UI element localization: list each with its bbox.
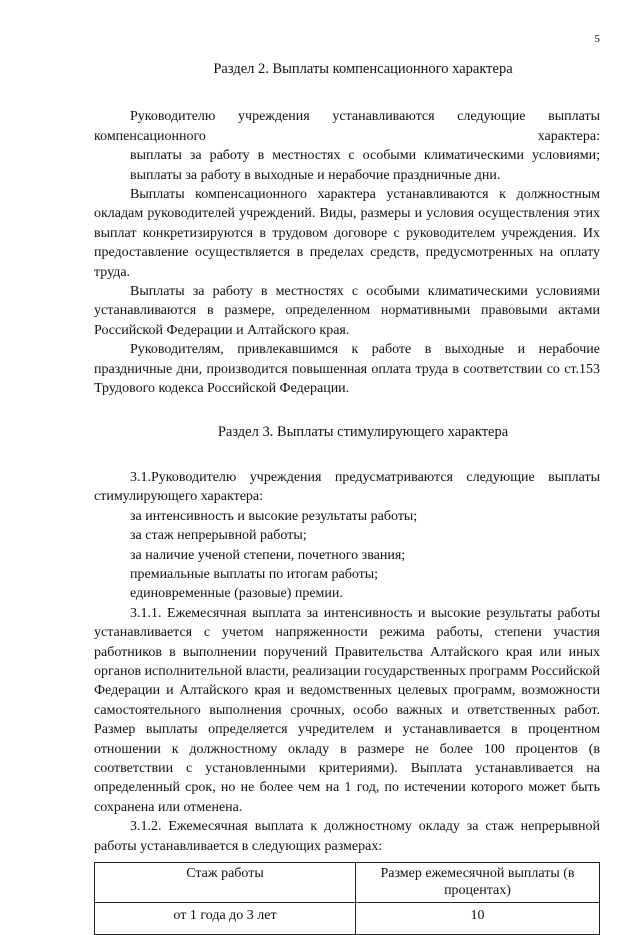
section-2-title: Раздел 2. Выплаты компенсационного характера (213, 61, 513, 77)
section-3-1-1-paragraph: 3.1.1. Ежемесячная выплата за интенсивность и высокие результаты работы устанавливается с учетом напряженности режима работы, степени участия работников в выполнении поручений Правительства Алтайского края или иных органов исполнительной власти, реализации государственных программ Российской Федерации и Алтайского края и ведомственных целевых программ, возможности самостоятельного выполнения срочных, особо важных и ответственных работ. Размер выплаты определяется учредителем и устанавливается в процентном отношении к должностному окладу в размере не более 100 процентов (в соответствии с установленными критериями). Выплата устанавливается на определенный срок, но не более чем на 1 год, по истечении которого может быть сохранена или отменена. (94, 605, 600, 815)
table-cell-payment: 10 (356, 903, 600, 935)
section-2-intro: Руководителю учреждения устанавливаются следующие выплаты компенсационного характера: (94, 109, 600, 144)
section-3-1-2-paragraph: 3.1.2. Ежемесячная выплата к должностному окладу за стаж непрерывной работы устанавливается в следующих размерах: (94, 819, 600, 854)
section-3-item-seniority: за стаж непрерывной работы; (130, 528, 307, 544)
page-number: 5 (594, 33, 600, 45)
section-2-paragraph-conditions: Выплаты компенсационного характера устанавливаются к должностным окладам руководителей учреждений. Виды, размеры и условия осуществления этих выплат конкретизируются в трудовом договоре с руководителем учреждения. Их предоставление осуществляется в пределах средств, предусмотренных на оплату труда. (94, 187, 600, 280)
table-header-seniority: Стаж работы (95, 863, 356, 903)
section-2-item-climate: выплаты за работу в местностях с особыми климатическими условиями; (130, 148, 600, 164)
section-3-item-bonus: премиальные выплаты по итогам работы; (130, 566, 379, 582)
section-3-item-intensity: за интенсивность и высокие результаты работы; (130, 508, 418, 524)
section-2-paragraph-climate: Выплаты за работу в местностях с особыми климатическими условиями устанавливаются в размере, определенном нормативными правовыми актами Российской Федерации и Алтайского края. (94, 284, 600, 338)
section-3-item-degree: за наличие ученой степени, почетного звания; (130, 547, 406, 563)
section-3-item-one-time: единовременные (разовые) премии. (130, 586, 343, 602)
section-3-title: Раздел 3. Выплаты стимулирующего характера (217, 423, 509, 440)
table-cell-seniority: от 1 года до 3 лет (95, 903, 356, 935)
section-3-intro: 3.1.Руководителю учреждения предусматриваются следующие выплаты стимулирующего характера: (94, 469, 600, 505)
table-header-row (95, 863, 600, 903)
document-body (94, 60, 600, 935)
section-2-item-holidays: выплаты за работу в выходные и нерабочие праздничные дни. (130, 167, 501, 183)
table-header-payment: Размер ежемесячной выплаты (в процентах) (356, 863, 600, 903)
seniority-table (94, 862, 600, 935)
table-row (95, 903, 600, 935)
section-2-paragraph-holidays: Руководителям, привлекавшимся к работе в выходные и нерабочие праздничные дни, производится повышенная оплата труда в соответствии со ст.153 Трудового кодекса Российской Федерации. (94, 342, 600, 397)
